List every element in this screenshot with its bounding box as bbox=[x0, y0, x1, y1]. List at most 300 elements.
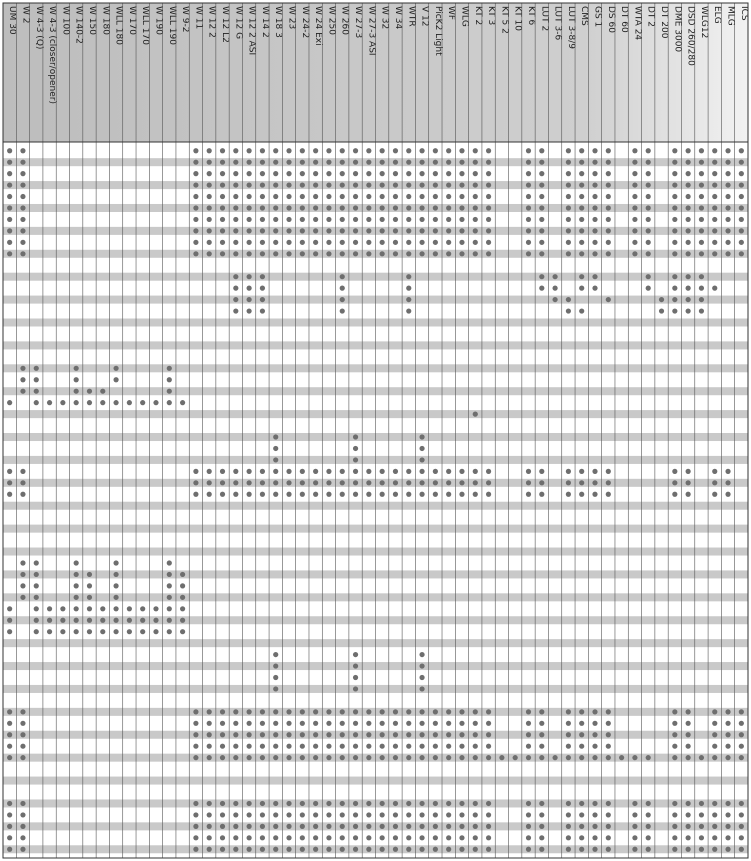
column-header-label: ICS bbox=[738, 6, 749, 21]
compatibility-dot bbox=[592, 286, 597, 291]
compatibility-dot bbox=[672, 755, 677, 760]
compatibility-dot bbox=[606, 847, 611, 852]
compatibility-dot bbox=[300, 182, 305, 187]
compatibility-dot bbox=[539, 217, 544, 222]
compatibility-dot bbox=[579, 251, 584, 256]
compatibility-dot bbox=[712, 812, 717, 817]
compatibility-dot bbox=[34, 400, 39, 405]
compatibility-dot bbox=[353, 205, 358, 210]
compatibility-dot bbox=[646, 182, 651, 187]
compatibility-dot bbox=[566, 732, 571, 737]
compatibility-dot bbox=[646, 240, 651, 245]
compatibility-dot bbox=[459, 732, 464, 737]
compatibility-dot bbox=[366, 801, 371, 806]
compatibility-dot bbox=[646, 824, 651, 829]
compatibility-dot bbox=[446, 205, 451, 210]
compatibility-dot bbox=[7, 812, 12, 817]
compatibility-dot bbox=[606, 205, 611, 210]
compatibility-dot bbox=[380, 801, 385, 806]
compatibility-dot bbox=[393, 469, 398, 474]
compatibility-dot bbox=[353, 721, 358, 726]
compatibility-dot bbox=[20, 251, 25, 256]
compatibility-dot bbox=[579, 709, 584, 714]
compatibility-dot bbox=[113, 560, 118, 565]
compatibility-dot bbox=[419, 492, 424, 497]
compatibility-dot bbox=[393, 492, 398, 497]
compatibility-dot bbox=[366, 194, 371, 199]
compatibility-dot bbox=[326, 744, 331, 749]
compatibility-dot bbox=[419, 663, 424, 668]
compatibility-dot bbox=[446, 721, 451, 726]
compatibility-dot bbox=[433, 847, 438, 852]
compatibility-dot bbox=[433, 835, 438, 840]
compatibility-dot bbox=[220, 148, 225, 153]
compatibility-dot bbox=[459, 251, 464, 256]
compatibility-dot bbox=[353, 480, 358, 485]
compatibility-dot bbox=[579, 217, 584, 222]
compatibility-dot bbox=[406, 240, 411, 245]
compatibility-dot bbox=[286, 182, 291, 187]
compatibility-dot bbox=[739, 182, 744, 187]
compatibility-dot bbox=[419, 205, 424, 210]
compatibility-dot bbox=[7, 732, 12, 737]
compatibility-dot bbox=[672, 274, 677, 279]
compatibility-dot bbox=[380, 182, 385, 187]
compatibility-dot bbox=[446, 847, 451, 852]
compatibility-dot bbox=[247, 480, 252, 485]
compatibility-dot bbox=[712, 251, 717, 256]
compatibility-dot bbox=[366, 469, 371, 474]
compatibility-dot bbox=[47, 400, 52, 405]
compatibility-dot bbox=[406, 755, 411, 760]
compatibility-dot bbox=[393, 721, 398, 726]
compatibility-dot bbox=[220, 217, 225, 222]
compatibility-dot bbox=[712, 286, 717, 291]
compatibility-dot bbox=[247, 286, 252, 291]
compatibility-dot bbox=[473, 709, 478, 714]
compatibility-dot bbox=[433, 721, 438, 726]
compatibility-dot bbox=[20, 824, 25, 829]
compatibility-dot bbox=[313, 755, 318, 760]
compatibility-dot bbox=[419, 469, 424, 474]
compatibility-dot bbox=[380, 721, 385, 726]
compatibility-dot bbox=[459, 492, 464, 497]
compatibility-dot bbox=[273, 847, 278, 852]
compatibility-dot bbox=[433, 228, 438, 233]
compatibility-dot bbox=[686, 847, 691, 852]
compatibility-dot bbox=[313, 709, 318, 714]
compatibility-dot bbox=[686, 469, 691, 474]
compatibility-dot bbox=[539, 492, 544, 497]
compatibility-dot bbox=[433, 217, 438, 222]
compatibility-dot bbox=[419, 228, 424, 233]
compatibility-dot bbox=[606, 812, 611, 817]
compatibility-dot bbox=[393, 194, 398, 199]
compatibility-dot bbox=[686, 812, 691, 817]
compatibility-dot bbox=[207, 801, 212, 806]
compatibility-dot bbox=[247, 182, 252, 187]
compatibility-dot bbox=[247, 744, 252, 749]
column-header-label: W 12 L2 bbox=[220, 6, 231, 43]
compatibility-dot bbox=[7, 492, 12, 497]
compatibility-dot bbox=[473, 492, 478, 497]
compatibility-dot bbox=[513, 755, 518, 760]
compatibility-dot bbox=[260, 148, 265, 153]
compatibility-dot bbox=[207, 251, 212, 256]
compatibility-dot bbox=[632, 835, 637, 840]
compatibility-dot bbox=[247, 251, 252, 256]
compatibility-dot bbox=[632, 801, 637, 806]
column-header-label: WF bbox=[446, 6, 457, 21]
compatibility-dot bbox=[592, 755, 597, 760]
compatibility-dot bbox=[313, 228, 318, 233]
compatibility-dot bbox=[539, 801, 544, 806]
compatibility-dot bbox=[286, 469, 291, 474]
compatibility-dot bbox=[220, 847, 225, 852]
compatibility-dot bbox=[113, 572, 118, 577]
compatibility-dot bbox=[326, 160, 331, 165]
compatibility-dot bbox=[353, 160, 358, 165]
compatibility-dot bbox=[459, 480, 464, 485]
compatibility-dot bbox=[539, 171, 544, 176]
compatibility-dot bbox=[526, 217, 531, 222]
compatibility-dot bbox=[260, 171, 265, 176]
compatibility-dot bbox=[699, 251, 704, 256]
compatibility-dot bbox=[699, 274, 704, 279]
compatibility-dot bbox=[419, 160, 424, 165]
compatibility-dot bbox=[646, 755, 651, 760]
compatibility-dot bbox=[672, 812, 677, 817]
compatibility-dot bbox=[340, 480, 345, 485]
compatibility-dot bbox=[539, 469, 544, 474]
compatibility-dot bbox=[459, 205, 464, 210]
compatibility-dot bbox=[87, 389, 92, 394]
compatibility-dot bbox=[127, 618, 132, 623]
compatibility-dot bbox=[699, 171, 704, 176]
compatibility-dot bbox=[739, 171, 744, 176]
compatibility-dot bbox=[539, 148, 544, 153]
compatibility-dot bbox=[100, 389, 105, 394]
compatibility-dot bbox=[699, 801, 704, 806]
compatibility-dot bbox=[7, 160, 12, 165]
compatibility-dot bbox=[646, 228, 651, 233]
column-header-label: GS 1 bbox=[592, 6, 603, 28]
compatibility-dot bbox=[566, 160, 571, 165]
compatibility-dot bbox=[247, 308, 252, 313]
compatibility-dot bbox=[592, 182, 597, 187]
compatibility-dot bbox=[459, 709, 464, 714]
compatibility-dot bbox=[233, 755, 238, 760]
compatibility-dot bbox=[552, 274, 557, 279]
compatibility-dot bbox=[340, 205, 345, 210]
compatibility-dot bbox=[433, 744, 438, 749]
compatibility-dot bbox=[725, 148, 730, 153]
compatibility-dot bbox=[313, 240, 318, 245]
compatibility-dot bbox=[273, 744, 278, 749]
compatibility-dot bbox=[419, 251, 424, 256]
compatibility-dot bbox=[366, 835, 371, 840]
compatibility-dot bbox=[326, 847, 331, 852]
compatibility-dot bbox=[260, 194, 265, 199]
compatibility-dot bbox=[180, 400, 185, 405]
compatibility-dot bbox=[539, 182, 544, 187]
compatibility-dot bbox=[366, 171, 371, 176]
column-header-label: W 27-3 ASI bbox=[366, 6, 377, 56]
compatibility-dot bbox=[406, 160, 411, 165]
compatibility-dot bbox=[606, 240, 611, 245]
compatibility-dot bbox=[273, 835, 278, 840]
compatibility-dot bbox=[286, 732, 291, 737]
compatibility-dot bbox=[247, 492, 252, 497]
compatibility-dot bbox=[366, 182, 371, 187]
compatibility-dot bbox=[340, 160, 345, 165]
compatibility-dot bbox=[446, 160, 451, 165]
compatibility-dot bbox=[207, 721, 212, 726]
compatibility-dot bbox=[526, 801, 531, 806]
compatibility-dot bbox=[406, 744, 411, 749]
compatibility-dot bbox=[699, 308, 704, 313]
compatibility-dot bbox=[592, 835, 597, 840]
compatibility-dot bbox=[7, 801, 12, 806]
compatibility-dot bbox=[380, 251, 385, 256]
compatibility-dot bbox=[699, 217, 704, 222]
compatibility-dot bbox=[419, 721, 424, 726]
compatibility-dot bbox=[300, 812, 305, 817]
compatibility-dot bbox=[286, 755, 291, 760]
compatibility-dot bbox=[672, 732, 677, 737]
compatibility-dot bbox=[247, 835, 252, 840]
compatibility-dot bbox=[340, 709, 345, 714]
compatibility-dot bbox=[353, 812, 358, 817]
compatibility-dot bbox=[313, 205, 318, 210]
compatibility-dot bbox=[419, 480, 424, 485]
compatibility-dot bbox=[247, 709, 252, 714]
compatibility-dot bbox=[526, 835, 531, 840]
compatibility-dot bbox=[300, 160, 305, 165]
compatibility-dot bbox=[20, 847, 25, 852]
compatibility-dot bbox=[20, 228, 25, 233]
compatibility-dot bbox=[406, 824, 411, 829]
compatibility-dot bbox=[260, 721, 265, 726]
compatibility-dot bbox=[286, 217, 291, 222]
compatibility-dot bbox=[459, 160, 464, 165]
compatibility-dot bbox=[20, 572, 25, 577]
compatibility-dot bbox=[353, 446, 358, 451]
compatibility-dot bbox=[486, 160, 491, 165]
compatibility-dot bbox=[366, 205, 371, 210]
compatibility-dot bbox=[552, 755, 557, 760]
compatibility-dot bbox=[366, 480, 371, 485]
compatibility-dot bbox=[273, 228, 278, 233]
column-header-label: WLL 190 bbox=[166, 6, 177, 45]
compatibility-dot bbox=[353, 652, 358, 657]
compatibility-dot bbox=[300, 847, 305, 852]
compatibility-dot bbox=[526, 492, 531, 497]
compatibility-dot bbox=[433, 469, 438, 474]
compatibility-dot bbox=[526, 709, 531, 714]
compatibility-dot bbox=[393, 824, 398, 829]
compatibility-dot bbox=[193, 148, 198, 153]
compatibility-dot bbox=[406, 709, 411, 714]
compatibility-dot bbox=[340, 217, 345, 222]
compatibility-dot bbox=[220, 824, 225, 829]
column-header-label: W 100 bbox=[60, 6, 71, 35]
compatibility-dot bbox=[393, 240, 398, 245]
compatibility-dot bbox=[699, 286, 704, 291]
compatibility-dot bbox=[233, 812, 238, 817]
compatibility-dot bbox=[459, 148, 464, 153]
compatibility-dot bbox=[313, 847, 318, 852]
compatibility-dot bbox=[419, 709, 424, 714]
compatibility-dot bbox=[473, 824, 478, 829]
compatibility-dot bbox=[592, 194, 597, 199]
compatibility-dot bbox=[380, 755, 385, 760]
compatibility-dot bbox=[326, 148, 331, 153]
compatibility-dot bbox=[260, 217, 265, 222]
compatibility-dot bbox=[686, 194, 691, 199]
compatibility-dot bbox=[606, 709, 611, 714]
column-header-label: WTR bbox=[406, 6, 417, 27]
compatibility-dot bbox=[446, 744, 451, 749]
compatibility-dot bbox=[300, 469, 305, 474]
compatibility-dot bbox=[260, 308, 265, 313]
compatibility-dot bbox=[233, 194, 238, 199]
compatibility-dot bbox=[606, 148, 611, 153]
compatibility-dot bbox=[326, 721, 331, 726]
compatibility-dot bbox=[20, 377, 25, 382]
compatibility-dot bbox=[606, 171, 611, 176]
compatibility-dot bbox=[273, 755, 278, 760]
compatibility-dot bbox=[539, 240, 544, 245]
compatibility-dot bbox=[313, 182, 318, 187]
compatibility-dot bbox=[366, 160, 371, 165]
compatibility-dot bbox=[220, 812, 225, 817]
compatibility-dot bbox=[286, 194, 291, 199]
compatibility-dot bbox=[686, 274, 691, 279]
compatibility-dot bbox=[326, 732, 331, 737]
compatibility-dot bbox=[300, 835, 305, 840]
compatibility-dot bbox=[7, 171, 12, 176]
compatibility-dot bbox=[592, 824, 597, 829]
compatibility-dot bbox=[566, 801, 571, 806]
compatibility-dot bbox=[34, 366, 39, 371]
compatibility-dot bbox=[739, 755, 744, 760]
column-header-label: MLG bbox=[725, 6, 736, 26]
compatibility-dot bbox=[446, 171, 451, 176]
compatibility-dot bbox=[406, 480, 411, 485]
compatibility-dot bbox=[233, 171, 238, 176]
compatibility-dot bbox=[326, 709, 331, 714]
compatibility-dot bbox=[286, 480, 291, 485]
compatibility-dot bbox=[340, 732, 345, 737]
compatibility-dot bbox=[739, 721, 744, 726]
compatibility-dot bbox=[193, 709, 198, 714]
compatibility-dot bbox=[233, 308, 238, 313]
compatibility-dot bbox=[286, 709, 291, 714]
compatibility-dot bbox=[207, 228, 212, 233]
compatibility-dot bbox=[140, 618, 145, 623]
compatibility-dot bbox=[220, 171, 225, 176]
compatibility-dot bbox=[380, 709, 385, 714]
compatibility-dot bbox=[539, 480, 544, 485]
compatibility-dot bbox=[406, 205, 411, 210]
compatibility-dot bbox=[113, 618, 118, 623]
compatibility-dot bbox=[20, 366, 25, 371]
compatibility-dot bbox=[340, 469, 345, 474]
compatibility-dot bbox=[313, 732, 318, 737]
compatibility-dot bbox=[140, 606, 145, 611]
compatibility-dot bbox=[326, 492, 331, 497]
compatibility-dot bbox=[87, 572, 92, 577]
compatibility-dot bbox=[446, 228, 451, 233]
compatibility-dot bbox=[606, 160, 611, 165]
compatibility-dot bbox=[340, 228, 345, 233]
compatibility-dot bbox=[712, 480, 717, 485]
compatibility-dot bbox=[273, 824, 278, 829]
compatibility-dot bbox=[739, 228, 744, 233]
compatibility-dot bbox=[167, 606, 172, 611]
compatibility-dot bbox=[433, 801, 438, 806]
compatibility-dot bbox=[313, 148, 318, 153]
compatibility-dot bbox=[380, 217, 385, 222]
compatibility-dot bbox=[260, 286, 265, 291]
compatibility-dot bbox=[446, 492, 451, 497]
compatibility-dot bbox=[193, 205, 198, 210]
compatibility-dot bbox=[286, 148, 291, 153]
compatibility-dot bbox=[632, 240, 637, 245]
compatibility-dot bbox=[699, 297, 704, 302]
compatibility-dot bbox=[406, 732, 411, 737]
compatibility-dot bbox=[433, 160, 438, 165]
compatibility-dot bbox=[20, 709, 25, 714]
compatibility-dot bbox=[712, 755, 717, 760]
compatibility-dot bbox=[459, 217, 464, 222]
compatibility-dot bbox=[340, 835, 345, 840]
compatibility-dot bbox=[353, 755, 358, 760]
compatibility-dot bbox=[20, 240, 25, 245]
compatibility-dot bbox=[419, 801, 424, 806]
compatibility-dot bbox=[366, 251, 371, 256]
compatibility-dot bbox=[699, 228, 704, 233]
compatibility-dot bbox=[433, 824, 438, 829]
compatibility-dot bbox=[7, 182, 12, 187]
compatibility-dot bbox=[579, 755, 584, 760]
compatibility-dot bbox=[7, 228, 12, 233]
compatibility-dot bbox=[592, 732, 597, 737]
column-header-label: W 23 bbox=[286, 6, 297, 30]
compatibility-dot bbox=[406, 469, 411, 474]
compatibility-dot bbox=[632, 148, 637, 153]
compatibility-dot bbox=[486, 732, 491, 737]
compatibility-dot bbox=[632, 755, 637, 760]
compatibility-dot bbox=[326, 240, 331, 245]
compatibility-dot bbox=[233, 148, 238, 153]
compatibility-dot bbox=[646, 801, 651, 806]
compatibility-dot bbox=[419, 835, 424, 840]
compatibility-dot bbox=[499, 755, 504, 760]
column-header-label: UM 30 bbox=[7, 6, 18, 35]
compatibility-dot bbox=[340, 286, 345, 291]
compatibility-dot bbox=[74, 560, 79, 565]
compatibility-dot bbox=[473, 847, 478, 852]
compatibility-dot bbox=[592, 251, 597, 256]
compatibility-dot bbox=[273, 171, 278, 176]
compatibility-dot bbox=[712, 171, 717, 176]
compatibility-dot bbox=[566, 709, 571, 714]
compatibility-dot bbox=[473, 171, 478, 176]
compatibility-dot bbox=[672, 847, 677, 852]
compatibility-dot bbox=[340, 240, 345, 245]
